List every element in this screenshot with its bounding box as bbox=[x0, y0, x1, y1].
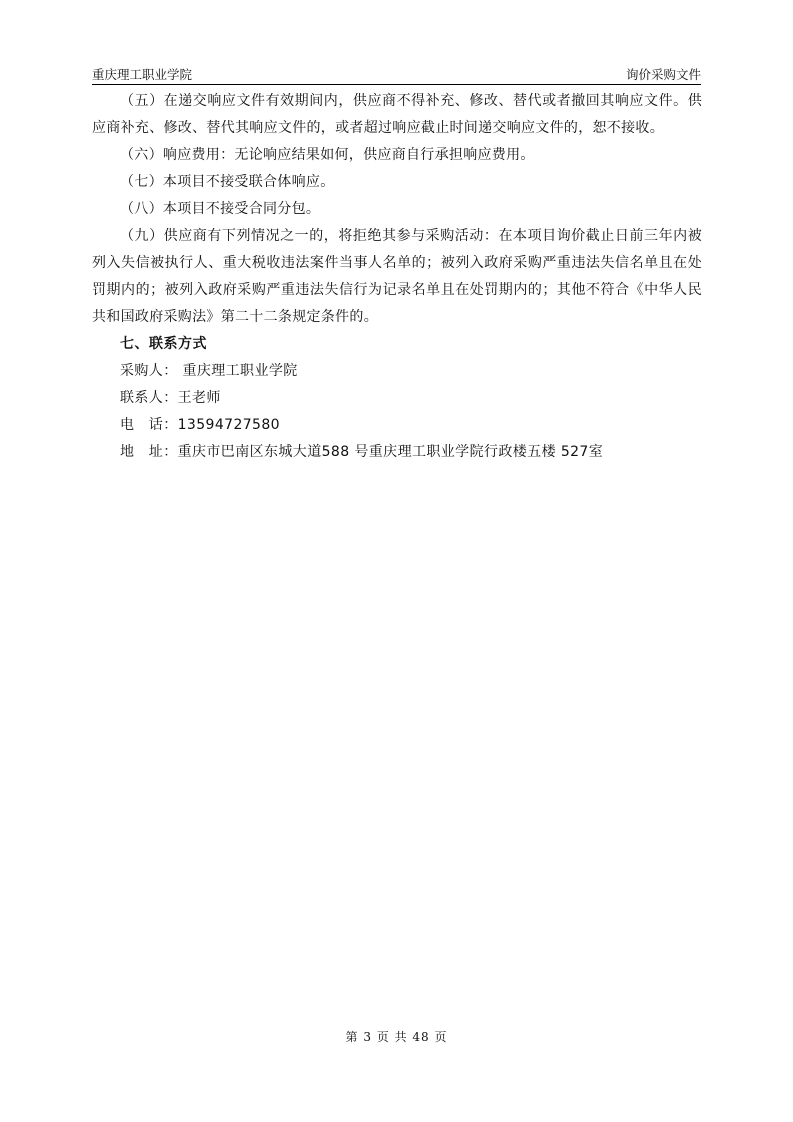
contact-person: 联系人：王老师 bbox=[120, 390, 221, 406]
paragraph-5: （五）在递交响应文件有效期间内，供应商不得补充、修改、替代或者撤回其响应文件。供应商补充、修改、替代其响应文件的，或者超过响应截止时间递交响应文件的，恕不接收。 bbox=[92, 93, 702, 136]
paragraph-7: （七）本项目不接受联合体响应。 bbox=[120, 174, 335, 190]
contact-phone: 电 话：13594727580 bbox=[120, 417, 280, 433]
paragraph-6: （六）响应费用：无论响应结果如何，供应商自行承担响应费用。 bbox=[120, 147, 535, 163]
header-institution: 重庆理工职业学院 bbox=[92, 67, 193, 82]
page-number: 第 3 页 共 48 页 bbox=[345, 1030, 448, 1044]
paragraph-9: （九）供应商有下列情况之一的，将拒绝其参与采购活动：在本项目询价截止日前三年内被列入失信被执行人、重大税收违法案件当事人名单的；被列入政府采购严重违法失信名单且在处罚期内的；被列入政府采购严重违法失信行为记录名单且在处罚期内的；其他不符合《中华人民共和国政府采购法》第二十二条规定条件的。 bbox=[92, 228, 702, 325]
header-document-type: 询价采购文件 bbox=[625, 67, 701, 82]
page-body bbox=[92, 88, 702, 466]
section-heading: 七、联系方式 bbox=[120, 336, 207, 352]
contact-address: 地 址：重庆市巴南区东城大道588 号重庆理工职业学院行政楼五楼 527室 bbox=[120, 444, 604, 460]
page-header bbox=[92, 62, 701, 85]
paragraph-8: （八）本项目不接受合同分包。 bbox=[120, 201, 321, 217]
contact-purchaser: 采购人： 重庆理工职业学院 bbox=[120, 363, 298, 379]
